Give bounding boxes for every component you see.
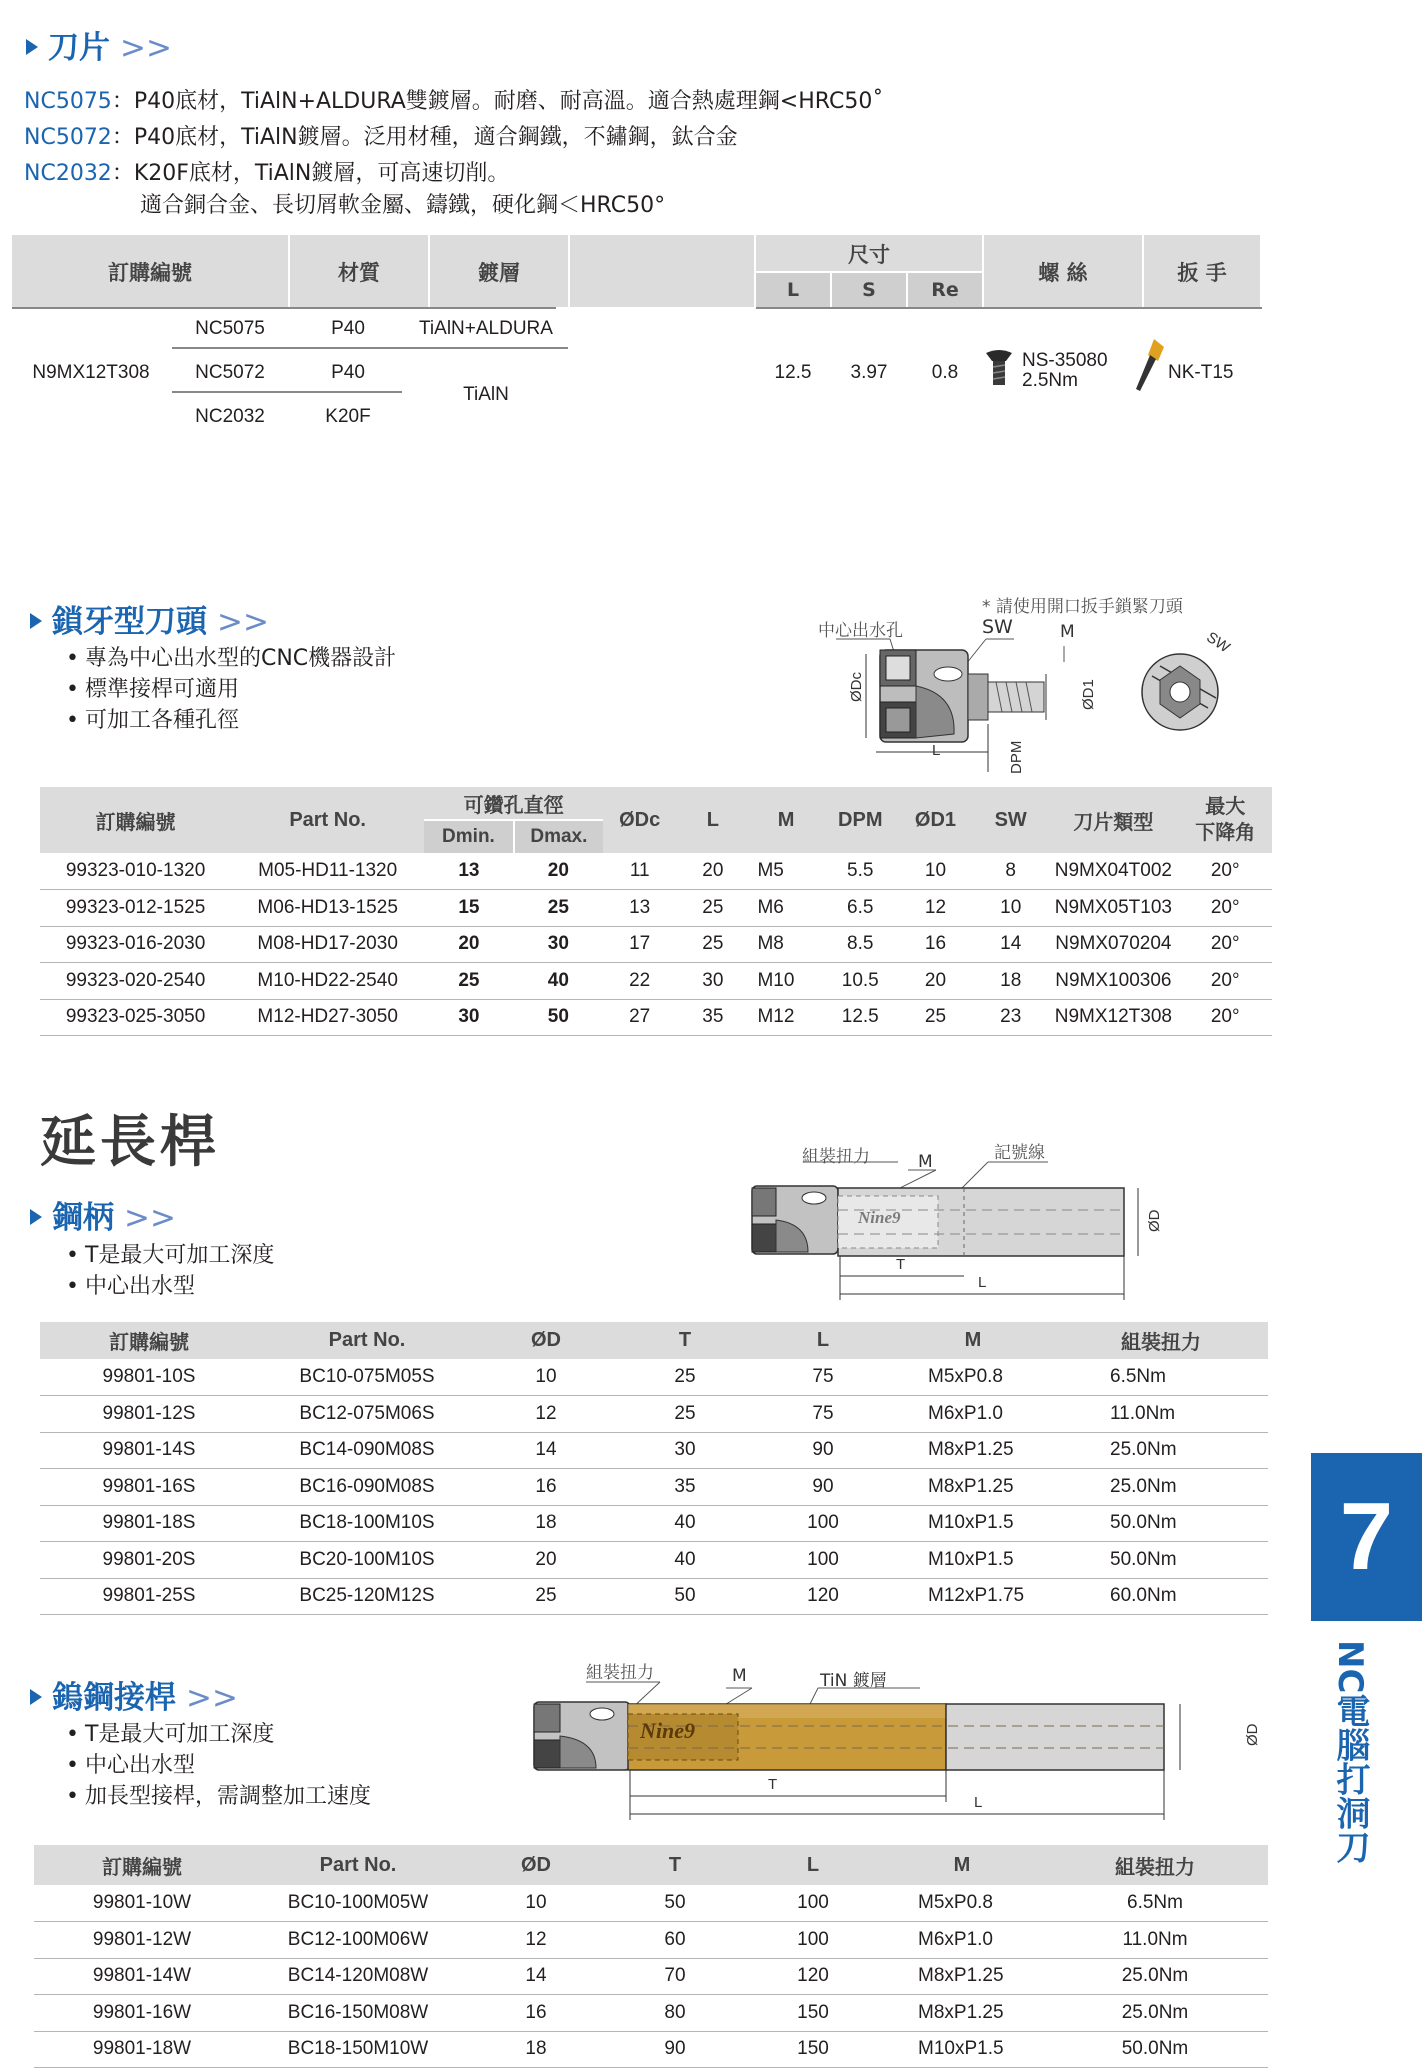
coolant-label: 中心出水孔 [818, 621, 903, 641]
steel-table-row-cell: M12xP1.75 [892, 1578, 1054, 1615]
steel-m-label: M [918, 1152, 933, 1172]
table-header-cell: L [754, 1322, 892, 1359]
steel-table-row-cell: 50 [616, 1578, 754, 1615]
head-table-row [40, 890, 1272, 927]
head-table-row-cell: 20° [1178, 999, 1272, 1036]
table-header-cell: M [882, 1845, 1042, 1885]
carbide-table-row-cell: 50 [606, 1885, 744, 1922]
carbide-table-row-cell: 25.0Nm [1042, 1995, 1268, 2032]
insert-table [12, 235, 1250, 435]
head-table-row-cell: 20 [424, 926, 513, 963]
head-table-row-cell: 30 [676, 963, 749, 1000]
coating-1: TiAlN+ALDURA [419, 318, 553, 339]
material-3: K20F [325, 406, 371, 427]
carbide-table-row-cell: 10 [466, 1885, 606, 1922]
head-table-row-cell: 13 [603, 890, 676, 927]
steel-table-row-cell: 100 [754, 1505, 892, 1542]
steel-d-label: ØD [1146, 1209, 1163, 1232]
th-S: S [862, 279, 876, 301]
steel-table-row-cell: 10 [476, 1359, 616, 1396]
steel-table-row-cell: 35 [616, 1469, 754, 1506]
steel-table-row-cell: 90 [754, 1469, 892, 1506]
carbide-table-row-cell: 16 [466, 1995, 606, 2032]
carbide-table-row-cell: M6xP1.0 [882, 1922, 1042, 1959]
head-table-row-cell: 12 [898, 890, 973, 927]
steel-table-row-cell: 60.0Nm [1054, 1578, 1268, 1615]
steel-table-row-cell: M5xP0.8 [892, 1359, 1054, 1396]
head-table-row-cell: M10-HD22-2540 [231, 963, 424, 1000]
head-note: * 請使用開口扳手鎖緊刀頭 [982, 597, 1183, 617]
head-table-row-cell: 11 [603, 853, 676, 890]
head-table-row-cell: 10 [898, 853, 973, 890]
th-screw: 螺 絲 [1038, 261, 1088, 285]
insert-desc-line-3: NC2032：K20F底材，TiAlN鍍層，可高速切削。 [24, 161, 510, 186]
carbide-table-row-cell: 99801-14W [34, 1958, 250, 1995]
l-label: L [932, 742, 941, 759]
carbide-table-row-cell: 99801-12W [34, 1922, 250, 1959]
sw-label: SW [982, 616, 1013, 638]
head-table-row-cell: 15 [424, 890, 513, 927]
th-m: M [749, 787, 822, 853]
carbide-table-row-cell: BC18-150M10W [250, 2031, 466, 2068]
head-table-row-cell: 20 [676, 853, 749, 890]
steel-logo-text: Nine9 [858, 1208, 901, 1227]
carbide-table-row-cell: 100 [744, 1922, 882, 1959]
steel-table-row-cell: 99801-16S [40, 1469, 258, 1506]
carbide-table-row-cell: 150 [744, 2031, 882, 2068]
d1-label: ØD1 [1080, 679, 1097, 710]
steel-table-row-cell: 99801-18S [40, 1505, 258, 1542]
head-table-row-cell: 17 [603, 926, 676, 963]
carbide-table-row-cell: 70 [606, 1958, 744, 1995]
material-1: P40 [331, 318, 365, 339]
insert-order-code: N9MX12T308 [32, 362, 150, 383]
steel-table-row-cell: 100 [754, 1542, 892, 1579]
steel-shank-diagram [748, 1160, 1168, 1300]
grade-2: NC5072 [195, 362, 265, 383]
head-table-row-cell: 20° [1178, 926, 1272, 963]
steel-table-row-cell: BC16-090M08S [258, 1469, 476, 1506]
steel-table-row-cell: BC18-100M10S [258, 1505, 476, 1542]
head-table-row-cell: M06-HD13-1525 [231, 890, 424, 927]
steel-table-row-cell: M6xP1.0 [892, 1396, 1054, 1433]
carbide-table-row-cell: 80 [606, 1995, 744, 2032]
head-table-row [40, 963, 1272, 1000]
table-header-cell: T [606, 1845, 744, 1885]
head-diagram [836, 634, 1106, 774]
head-bullet-2: • 標準接桿可適用 [66, 674, 396, 705]
head-table-row-cell: M5 [749, 853, 822, 890]
insert-desc-line-2: NC5072：P40底材，TiAlN鍍層。泛用材種，適合鋼鐵，不鏽鋼，鈦合金 [24, 125, 738, 150]
steel-table-row-cell: 99801-12S [40, 1396, 258, 1433]
steel-table-row-cell: 120 [754, 1578, 892, 1615]
head-table-row-cell: 10.5 [823, 963, 898, 1000]
table-header-cell: Part No. [250, 1845, 466, 1885]
head-table-row-cell: 14 [973, 926, 1048, 963]
carbide-table-row-cell: 100 [744, 1885, 882, 1922]
coating-merged: TiAlN [463, 384, 509, 405]
th-insert: 刀片類型 [1048, 787, 1178, 853]
steel-table-row-cell: 99801-25S [40, 1578, 258, 1615]
triangle-bullet-icon [30, 1689, 42, 1705]
triangle-bullet-icon [30, 1209, 42, 1225]
carbide-table-row-cell: 60 [606, 1922, 744, 1959]
insert-desc-line-1: NC5075：P40底材，TiAlN+ALDURA雙鍍層。耐磨、耐高溫。適合熱處理鋼<HRC50˚ [24, 89, 884, 114]
carbide-table-row [34, 1995, 1268, 2032]
dc-label: ØDc [848, 672, 865, 702]
steel-t-label: T [896, 1256, 906, 1273]
head-table-row-cell: M12 [749, 999, 822, 1036]
carbide-table-row-cell: BC16-150M08W [250, 1995, 466, 2032]
carbide-bullet-2: • 中心出水型 [66, 1750, 371, 1781]
size-S: 3.97 [850, 362, 888, 383]
table-header-cell: ØD [466, 1845, 606, 1885]
head-table-row-cell: N9MX05T103 [1048, 890, 1178, 927]
steel-table-row [40, 1359, 1268, 1396]
head-table [40, 787, 1272, 1036]
carbide-shank-diagram [530, 1680, 1250, 1830]
th-range: 可鑽孔直徑 [424, 787, 603, 820]
head-table-row-cell: 20° [1178, 963, 1272, 1000]
head-table-row-cell: 99323-010-1320 [40, 853, 231, 890]
carbide-table-row-cell: 90 [606, 2031, 744, 2068]
steel-table-row-cell: 50.0Nm [1054, 1505, 1268, 1542]
carbide-table-row-cell: BC12-100M06W [250, 1922, 466, 1959]
steel-table-row-cell: M10xP1.5 [892, 1542, 1054, 1579]
head-table-row-cell: 99323-020-2540 [40, 963, 231, 1000]
head-table-row-cell: 12.5 [823, 999, 898, 1036]
steel-table-row-cell: BC10-075M05S [258, 1359, 476, 1396]
head-table-row-cell: 8 [973, 853, 1048, 890]
table-header-cell: L [744, 1845, 882, 1885]
insert-desc-line-4: 適合銅合金、長切屑軟金屬、鑄鐵，硬化鋼＜HRC50° [140, 193, 666, 218]
steel-table-row [40, 1396, 1268, 1433]
table-header-cell: ØD [476, 1322, 616, 1359]
steel-table-row-cell: 16 [476, 1469, 616, 1506]
head-table-row-cell: 5.5 [823, 853, 898, 890]
steel-table-row-cell: 90 [754, 1432, 892, 1469]
head-table-row-cell: N9MX04T002 [1048, 853, 1178, 890]
steel-table-row-cell: 25 [616, 1396, 754, 1433]
steel-table-row-cell: BC25-120M12S [258, 1578, 476, 1615]
th-coating: 鍍層 [478, 261, 520, 285]
carbide-logo-text: Nine9 [640, 1718, 695, 1743]
head-table-row-cell: 40 [514, 963, 603, 1000]
steel-table-row-cell: 40 [616, 1505, 754, 1542]
steel-table-row-cell: 6.5Nm [1054, 1359, 1268, 1396]
grade-3: NC2032 [195, 406, 265, 427]
chapter-tab: 7 [1311, 1453, 1422, 1621]
carbide-bullet-3: • 加長型接桿，需調整加工速度 [66, 1781, 371, 1812]
carbide-bullet-1: • T是最大可加工深度 [66, 1719, 371, 1750]
steel-table-row-cell: 14 [476, 1432, 616, 1469]
carbide-table-row-cell: M5xP0.8 [882, 1885, 1042, 1922]
screw-icon [982, 347, 1016, 391]
carbide-table-row-cell: BC10-100M05W [250, 1885, 466, 1922]
th-dmax: Dmax. [514, 820, 603, 853]
steel-bullets [66, 1240, 274, 1302]
m-label: M [1060, 622, 1075, 642]
carbide-table-row-cell: 50.0Nm [1042, 2031, 1268, 2068]
head-table-row-cell: 99323-025-3050 [40, 999, 231, 1036]
head-table-row-cell: M6 [749, 890, 822, 927]
carbide-table-row-cell: 120 [744, 1958, 882, 1995]
head-table-row-cell: N9MX100306 [1048, 963, 1178, 1000]
chapter-side-text: NC電腦打洞刀 [1330, 1640, 1370, 1864]
head-table-row-cell: 30 [514, 926, 603, 963]
th-size: 尺寸 [848, 243, 890, 267]
carbide-table-row [34, 2031, 1268, 2068]
steel-table-row-cell: 99801-10S [40, 1359, 258, 1396]
head-table-row-cell: 25 [676, 926, 749, 963]
th-Re: Re [931, 279, 959, 301]
th-d1: ØD1 [898, 787, 973, 853]
table-header-cell: Part No. [258, 1322, 476, 1359]
carbide-tin-label: TiN 鍍層 [820, 1671, 887, 1691]
th-l: L [676, 787, 749, 853]
head-table-row-cell: 13 [424, 853, 513, 890]
head-table-row-cell: N9MX070204 [1048, 926, 1178, 963]
carbide-t-label: T [768, 1776, 778, 1793]
head-table-row-cell: 25 [514, 890, 603, 927]
steel-bullet-1: • T是最大可加工深度 [66, 1240, 274, 1271]
triangle-bullet-icon [30, 613, 42, 629]
carbide-table-row-cell: 150 [744, 1995, 882, 2032]
extension-title: 延長桿 [40, 1110, 220, 1175]
head-table-row-cell: 23 [973, 999, 1048, 1036]
head-table-row-cell: 20 [514, 853, 603, 890]
steel-table-row [40, 1469, 1268, 1506]
steel-table-row-cell: 25 [616, 1359, 754, 1396]
head-table-row-cell: 6.5 [823, 890, 898, 927]
steel-table-row-cell: 12 [476, 1396, 616, 1433]
head-table-row [40, 926, 1272, 963]
carbide-table-row-cell: 25.0Nm [1042, 1958, 1268, 1995]
head-table-row-cell: 20° [1178, 853, 1272, 890]
head-table-row-cell: M05-HD11-1320 [231, 853, 424, 890]
carbide-table-row-cell: 99801-16W [34, 1995, 250, 2032]
head-table-row-cell: 30 [424, 999, 513, 1036]
carbide-m-label: M [732, 1666, 747, 1686]
th-dc: ØDc [603, 787, 676, 853]
head-table-row-cell: 50 [514, 999, 603, 1036]
th-material: 材質 [338, 261, 380, 285]
head-table-row-cell: 99323-012-1525 [40, 890, 231, 927]
head-table-row-cell: 22 [603, 963, 676, 1000]
head-section-title: 鎖牙型刀頭 >> [30, 596, 269, 641]
head-bullet-3: • 可加工各種孔徑 [66, 705, 396, 736]
table-header-cell: 組裝扭力 [1042, 1845, 1268, 1885]
head-table-row-cell: 99323-016-2030 [40, 926, 231, 963]
steel-table-row-cell: 40 [616, 1542, 754, 1579]
carbide-table-row-cell: 99801-10W [34, 1885, 250, 1922]
head-table-row-cell: 25 [898, 999, 973, 1036]
steel-table-row-cell: 99801-14S [40, 1432, 258, 1469]
head-table-row-cell: M12-HD27-3050 [231, 999, 424, 1036]
carbide-table-row [34, 1885, 1268, 1922]
steel-table-row [40, 1432, 1268, 1469]
steel-table-row-cell: M8xP1.25 [892, 1469, 1054, 1506]
steel-table-row-cell: 20 [476, 1542, 616, 1579]
carbide-table [34, 1845, 1268, 2068]
th-dmin: Dmin. [424, 820, 513, 853]
insert-section-title: 刀片 >> [26, 22, 172, 67]
steel-table-row-cell: M10xP1.5 [892, 1505, 1054, 1542]
material-2: P40 [331, 362, 365, 383]
head-table-row-cell: 18 [973, 963, 1048, 1000]
steel-mark-label: 記號線 [994, 1143, 1045, 1163]
table-header-cell: 訂購編號 [40, 1322, 258, 1359]
steel-table-row-cell: M8xP1.25 [892, 1432, 1054, 1469]
carbide-table-row-cell: 14 [466, 1958, 606, 1995]
steel-table-row-cell: 18 [476, 1505, 616, 1542]
head-table-row-cell: 27 [603, 999, 676, 1036]
wrench-icon [1134, 337, 1166, 393]
steel-bullet-2: • 中心出水型 [66, 1271, 274, 1302]
steel-table-row-cell: 25 [476, 1578, 616, 1615]
th-order: 訂購編號 [108, 261, 192, 285]
th-part: Part No. [231, 787, 424, 853]
head-bullets [66, 643, 396, 736]
carbide-table-row-cell: 18 [466, 2031, 606, 2068]
steel-table-row [40, 1542, 1268, 1579]
steel-table-row-cell: 30 [616, 1432, 754, 1469]
steel-table-row-cell: 25.0Nm [1054, 1432, 1268, 1469]
carbide-torque-label: 組裝扭力 [586, 1663, 654, 1683]
head-table-row-cell: M10 [749, 963, 822, 1000]
th-angle: 最大 下降角 [1178, 787, 1272, 853]
head-table-row-cell: M8 [749, 926, 822, 963]
head-table-row [40, 999, 1272, 1036]
head-table-row-cell: 35 [676, 999, 749, 1036]
carbide-bullets [66, 1719, 371, 1812]
head-table-row-cell: N9MX12T308 [1048, 999, 1178, 1036]
carbide-table-row-cell: M10xP1.5 [882, 2031, 1042, 2068]
steel-table-row-cell: 75 [754, 1396, 892, 1433]
table-header-cell: T [616, 1322, 754, 1359]
steel-table-row-cell: BC20-100M10S [258, 1542, 476, 1579]
size-Re: 0.8 [931, 362, 959, 383]
carbide-table-row [34, 1922, 1268, 1959]
carbide-table-row-cell: M8xP1.25 [882, 1995, 1042, 2032]
size-L: 12.5 [774, 362, 812, 383]
grade-1: NC5075 [195, 318, 265, 339]
carbide-d-label: ØD [1244, 1723, 1261, 1746]
steel-table-row-cell: 99801-20S [40, 1542, 258, 1579]
carbide-table-row-cell: 6.5Nm [1042, 1885, 1268, 1922]
steel-table-row-cell: 25.0Nm [1054, 1469, 1268, 1506]
steel-torque-label: 組裝扭力 [802, 1147, 870, 1167]
head-bullet-1: • 專為中心出水型的CNC機器設計 [66, 643, 396, 674]
th-sw: SW [973, 787, 1048, 853]
carbide-l-label: L [974, 1794, 983, 1811]
sw-end-label: SW [1203, 628, 1233, 657]
th-wrench: 扳 手 [1177, 261, 1227, 285]
steel-table-row-cell: 50.0Nm [1054, 1542, 1268, 1579]
carbide-table-row-cell: 99801-18W [34, 2031, 250, 2068]
screw-info: NS-35080 2.5Nm [1022, 350, 1108, 391]
head-table-row-cell: 10 [973, 890, 1048, 927]
wrench-code: NK-T15 [1168, 362, 1234, 383]
steel-table-row-cell: 75 [754, 1359, 892, 1396]
head-table-row-cell: M08-HD17-2030 [231, 926, 424, 963]
carbide-section-title: 鎢鋼接桿 >> [30, 1672, 238, 1717]
steel-l-label: L [978, 1274, 987, 1291]
triangle-bullet-icon [26, 39, 38, 55]
th-L: L [786, 279, 800, 301]
carbide-table-row-cell: 12 [466, 1922, 606, 1959]
dpm-label: DPM [1008, 740, 1025, 774]
steel-table-row-cell: 11.0Nm [1054, 1396, 1268, 1433]
steel-section-title: 鋼柄 >> [30, 1192, 176, 1237]
head-table-row-cell: 20° [1178, 890, 1272, 927]
head-table-row-cell: 16 [898, 926, 973, 963]
head-table-row-cell: 25 [424, 963, 513, 1000]
steel-table [40, 1322, 1268, 1615]
head-table-row-cell: 8.5 [823, 926, 898, 963]
head-table-row-cell: 25 [676, 890, 749, 927]
table-header-cell: 訂購編號 [34, 1845, 250, 1885]
table-header-cell: 組裝扭力 [1054, 1322, 1268, 1359]
carbide-table-row [34, 1958, 1268, 1995]
steel-table-row-cell: BC14-090M08S [258, 1432, 476, 1469]
head-end-view-diagram [1130, 646, 1230, 736]
head-table-row [40, 853, 1272, 890]
carbide-table-row-cell: BC14-120M08W [250, 1958, 466, 1995]
steel-table-row [40, 1505, 1268, 1542]
steel-table-row-cell: BC12-075M06S [258, 1396, 476, 1433]
head-table-row-cell: 20 [898, 963, 973, 1000]
carbide-table-row-cell: 11.0Nm [1042, 1922, 1268, 1959]
table-header-cell: M [892, 1322, 1054, 1359]
steel-table-row [40, 1578, 1268, 1615]
th-dpm: DPM [823, 787, 898, 853]
th-order: 訂購編號 [40, 787, 231, 853]
carbide-table-row-cell: M8xP1.25 [882, 1958, 1042, 1995]
